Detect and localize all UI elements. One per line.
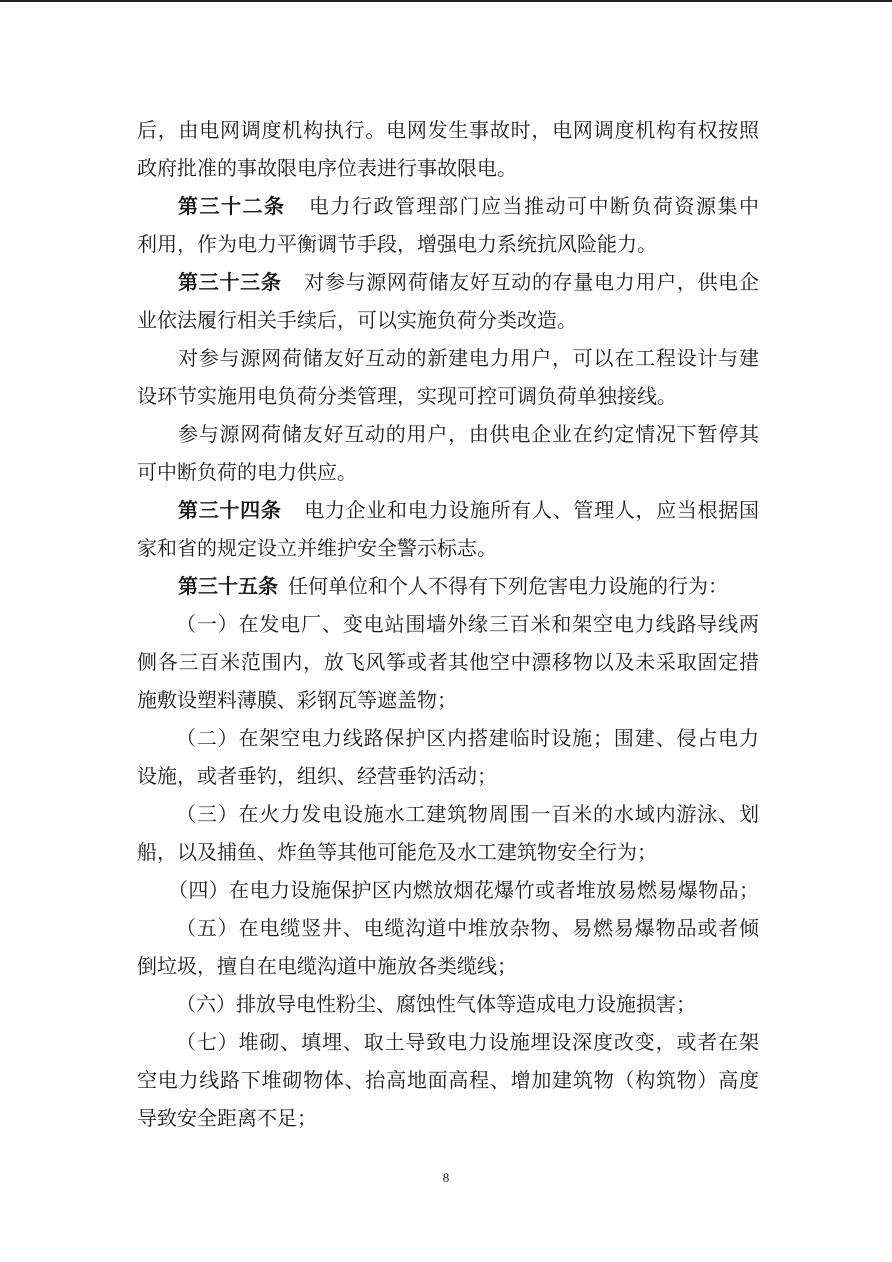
text-line: 施敷设塑料薄膜、彩钢瓦等遮盖物； bbox=[137, 688, 457, 712]
article-text: 任何单位和个人不得有下列危害电力设施的行为： bbox=[288, 574, 728, 598]
top-border-line bbox=[0, 0, 892, 2]
text-line: 业依法履行相关手续后，可以实施负荷分类改造。 bbox=[137, 308, 577, 332]
list-item-line: （三）在火力发电设施水工建筑物周围一百米的水域内游泳、划 bbox=[176, 802, 759, 826]
text-line: 设环节实施用电负荷分类管理，实现可控可调负荷单独接线。 bbox=[137, 384, 677, 408]
article-text: 电力行政管理部门应当推动可中断负荷资源集中 bbox=[307, 194, 759, 218]
article-32-first-line bbox=[178, 187, 759, 225]
page-number: 8 bbox=[442, 1170, 450, 1185]
list-item-line: （四）在电力设施保护区内燃放烟花爆竹或者堆放易燃易爆物品； bbox=[168, 878, 759, 902]
text-line: 倒垃圾，擅自在电缆沟道中施放各类缆线； bbox=[137, 954, 517, 978]
article-text: 对参与源网荷储友好互动的存量电力用户，供电企 bbox=[303, 270, 760, 294]
article-heading: 第三十三条 bbox=[178, 270, 282, 294]
article-35-first-line bbox=[178, 567, 759, 605]
list-item-line: （五）在电缆竖井、电缆沟道中堆放杂物、易燃易爆物品或者倾 bbox=[176, 916, 759, 940]
text-line: 家和省的规定设立并维护安全警示标志。 bbox=[137, 536, 497, 560]
text-line: 参与源网荷储友好互动的用户，由供电企业在约定情况下暂停其 bbox=[178, 422, 759, 446]
list-item-line: （一）在发电厂、变电站围墙外缘三百米和架空电力线路导线两 bbox=[176, 612, 759, 636]
article-heading: 第三十二条 bbox=[178, 194, 286, 218]
list-item-line: （二）在架空电力线路保护区内搭建临时设施；围建、侵占电力 bbox=[176, 726, 759, 750]
text-line: 利用，作为电力平衡调节手段，增强电力系统抗风险能力。 bbox=[137, 232, 657, 256]
text-line: 船，以及捕鱼、炸鱼等其他可能危及水工建筑物安全行为； bbox=[137, 840, 657, 864]
text-line: 政府批准的事故限电序位表进行事故限电。 bbox=[137, 156, 517, 180]
article-33-first-line bbox=[178, 263, 759, 301]
list-item-line: （六）排放导电性粉尘、腐蚀性气体等造成电力设施损害； bbox=[176, 992, 696, 1016]
article-heading: 第三十五条 bbox=[178, 574, 278, 598]
text-line: 后，由电网调度机构执行。电网发生事故时，电网调度机构有权按照 bbox=[137, 118, 759, 142]
article-text: 电力企业和电力设施所有人、管理人，应当根据国 bbox=[303, 498, 760, 522]
text-line: 空电力线路下堆砌物体、抬高地面高程、增加建筑物（构筑物）高度 bbox=[137, 1068, 759, 1092]
list-item-line: （七）堆砌、填埋、取土导致电力设施埋设深度改变，或者在架 bbox=[176, 1030, 759, 1054]
text-line: 设施，或者垂钓，组织、经营垂钓活动； bbox=[137, 764, 497, 788]
text-line: 可中断负荷的电力供应。 bbox=[137, 460, 357, 484]
text-line: 对参与源网荷储友好互动的新建电力用户，可以在工程设计与建 bbox=[178, 346, 759, 370]
text-line: 导致安全距离不足； bbox=[137, 1106, 317, 1130]
article-34-first-line bbox=[178, 491, 759, 529]
article-heading: 第三十四条 bbox=[178, 498, 282, 522]
text-line: 侧各三百米范围内，放飞风筝或者其他空中漂移物以及未采取固定措 bbox=[137, 650, 759, 674]
